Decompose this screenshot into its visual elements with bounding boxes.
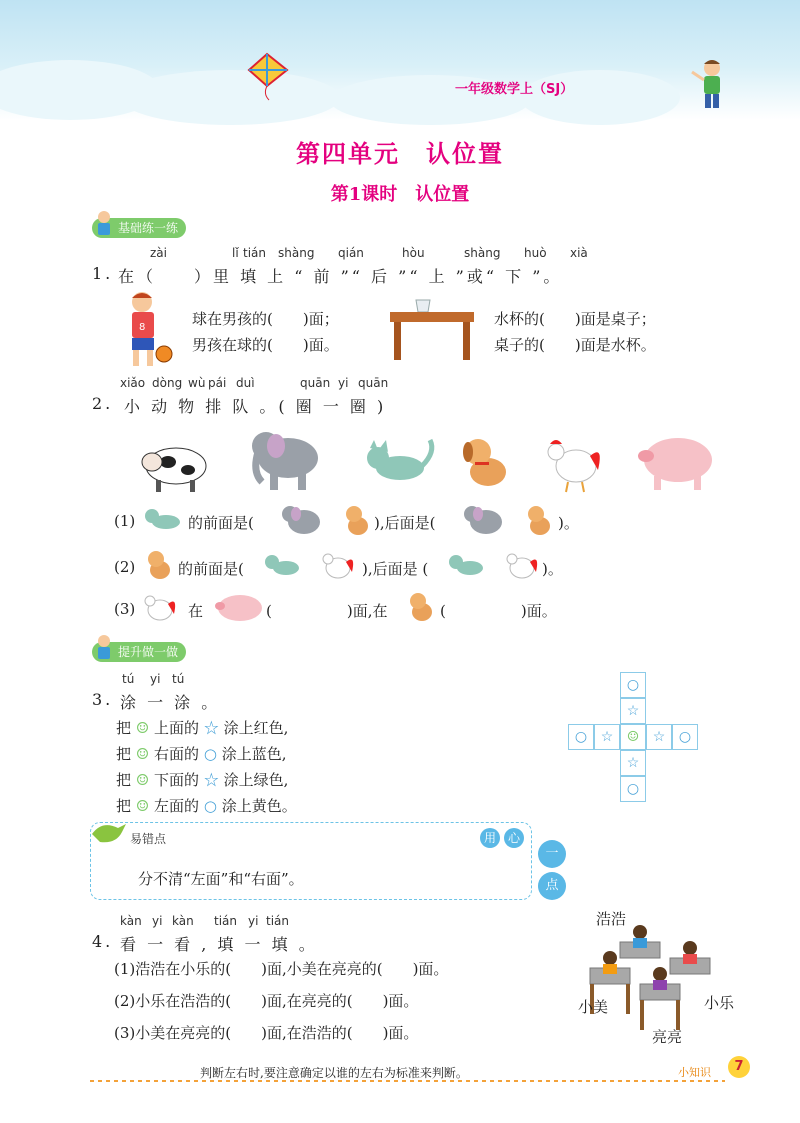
bird-icon: [88, 818, 128, 848]
question-number: 1.: [92, 264, 114, 283]
grid-cell-bottom-circle[interactable]: ○: [620, 776, 646, 802]
q2-item-text: )。: [558, 514, 579, 532]
pinyin: xiǎo: [120, 376, 146, 390]
unit-title: 第四单元 认位置: [296, 139, 504, 168]
pinyin: xià: [570, 246, 588, 260]
q1-line: 水杯的( )面是桌子；: [494, 310, 656, 328]
grid-cell-right-circle[interactable]: ○: [672, 724, 698, 750]
section-label: 提升做一做: [118, 645, 179, 659]
q2-item-label: (3): [114, 600, 136, 618]
tip-badge: 用: [480, 828, 500, 848]
circle-icon: ○: [203, 745, 217, 763]
book-title: 一年级数学上（SJ）: [455, 82, 574, 97]
pinyin: yi: [152, 914, 163, 928]
grid-cell-bottom-star[interactable]: ☆: [620, 750, 646, 776]
pinyin: tián: [266, 914, 289, 928]
name-label: 小乐: [704, 994, 735, 1012]
question-number: 4.: [92, 932, 114, 951]
table-with-cup-image: [388, 296, 476, 362]
section-badge-basic: [92, 218, 186, 238]
pig-icon: [638, 438, 712, 490]
pinyin: huò: [524, 246, 547, 260]
pinyin: shàng: [464, 246, 501, 260]
section-label: 基础练一练: [118, 221, 179, 235]
question-text: 小 动 物 排 队 。( 圈 一 圈 ): [124, 397, 387, 416]
smiley-icon: ☺: [135, 797, 150, 815]
cat-icon: [142, 504, 184, 534]
circle-icon: ○: [203, 797, 217, 815]
dog-icon: [463, 439, 506, 486]
pinyin: kàn: [120, 914, 142, 928]
pinyin: duì: [236, 376, 255, 390]
q3-line: [116, 769, 288, 790]
q3-line: [116, 717, 288, 738]
q2-item-label: (2): [114, 558, 136, 576]
question-text: 在（ ）里 填 上 “ 前 ”“ 后 ”“ 上 ”或“ 下 ”。: [118, 267, 563, 286]
q2-item-text: ),后面是(: [374, 514, 436, 532]
pinyin: tú: [122, 672, 135, 686]
cow-icon: [142, 448, 206, 492]
elephant-icon: [252, 432, 318, 490]
question-text: 涂 一 涂 。: [120, 693, 221, 712]
q2-item-text: 的前面是(: [188, 514, 254, 532]
svg-text:8: 8: [139, 322, 146, 333]
dog-icon[interactable]: [340, 502, 374, 538]
dog-icon[interactable]: [522, 502, 556, 538]
child-icon: [94, 634, 114, 660]
grid-cell-left-star[interactable]: ☆: [594, 724, 620, 750]
cloud-decoration: [120, 70, 340, 125]
smiley-icon: ☺: [135, 745, 150, 763]
footer-tag: 小知识: [678, 1066, 711, 1079]
lesson-title: 第1课时 认位置: [330, 184, 470, 205]
pig-icon: [210, 588, 266, 626]
pinyin: zài: [150, 246, 167, 260]
q1-line: 桌子的( )面是水杯。: [494, 336, 656, 354]
q3-pre: 把: [116, 771, 132, 789]
pinyin: quān: [358, 376, 389, 390]
q3-pre: 把: [116, 797, 132, 815]
tip-badge: 一: [538, 840, 566, 868]
q1-line: 男孩在球的( )面。: [192, 336, 339, 354]
rooster-icon: [140, 590, 182, 624]
grid-cell-top-circle[interactable]: ○: [620, 672, 646, 698]
pinyin: wù: [188, 376, 206, 390]
elephant-icon[interactable]: [276, 500, 324, 540]
pinyin: kàn: [172, 914, 194, 928]
pinyin: hòu: [402, 246, 425, 260]
pinyin: tú: [172, 672, 185, 686]
q3-post: 涂上红色,: [223, 719, 289, 737]
pinyin: yi: [338, 376, 349, 390]
tip-badge: 心: [504, 828, 524, 848]
pinyin: lǐ: [232, 246, 239, 260]
smiley-icon: ☺: [135, 719, 150, 737]
rooster-icon: [548, 440, 600, 492]
grid-cell-right-star[interactable]: ☆: [646, 724, 672, 750]
q2-item-label: (1): [114, 512, 136, 530]
tip-badge: 点: [538, 872, 566, 900]
grid-cell-left-circle[interactable]: ○: [568, 724, 594, 750]
pinyin: tián: [243, 246, 266, 260]
boy-flying-kite-icon: [690, 58, 735, 113]
q3-post: 涂上绿色,: [223, 771, 289, 789]
pinyin: yi: [248, 914, 259, 928]
pinyin: qián: [338, 246, 364, 260]
q2-item-text: )。: [542, 560, 563, 578]
q2-item-text: 的前面是(: [178, 560, 244, 578]
q3-line: [116, 795, 297, 816]
tip-tag: 易错点: [130, 832, 167, 846]
question-number: 3.: [92, 690, 114, 709]
q3-mid: 上面的: [154, 719, 200, 737]
question-text: 看 一 看 , 填 一 填 。: [120, 935, 318, 954]
cat-icon: [367, 440, 432, 480]
cat-icon[interactable]: [446, 552, 486, 580]
cross-grid: [566, 668, 702, 808]
q1-line: 球在男孩的( )面；: [192, 310, 339, 328]
name-label: 小美: [578, 998, 609, 1016]
smiley-icon: ☺: [135, 771, 150, 789]
section-badge-advanced: [92, 642, 186, 662]
pinyin: shàng: [278, 246, 315, 260]
child-icon: [94, 210, 114, 236]
q4-line: (3)小美在亮亮的( )面,在浩浩的( )面。: [114, 1024, 419, 1042]
grid-cell-center-smiley: ☺: [620, 724, 646, 750]
name-label: 亮亮: [652, 1028, 683, 1046]
q2-item-text: ( )面,在: [266, 602, 388, 620]
q3-pre: 把: [116, 745, 132, 763]
elephant-icon[interactable]: [458, 500, 506, 540]
q3-post: 涂上蓝色,: [221, 745, 287, 763]
cat-icon[interactable]: [262, 552, 302, 580]
dog-icon: [144, 548, 174, 582]
star-icon: ☆: [203, 719, 219, 737]
boy-basketball-image: [112, 288, 180, 374]
star-icon: ☆: [203, 771, 219, 789]
pinyin: dòng: [152, 376, 183, 390]
footer-note: 判断左右时,要注意确定以谁的左右为标准来判断。: [200, 1066, 468, 1080]
q3-pre: 把: [116, 719, 132, 737]
q2-item-text: ),后面是 (: [362, 560, 429, 578]
q3-mid: 左面的: [154, 797, 200, 815]
page-number: 7: [728, 1056, 750, 1078]
q3-mid: 右面的: [154, 745, 200, 763]
name-label: 浩浩: [596, 910, 627, 928]
pinyin: pái: [208, 376, 227, 390]
tip-text: 分不清“左面”和“右面”。: [138, 870, 304, 888]
q3-mid: 下面的: [154, 771, 200, 789]
q3-line: [116, 743, 286, 764]
dog-icon: [406, 590, 438, 624]
q2-item-text: 在: [188, 602, 204, 620]
q4-line: (2)小乐在浩浩的( )面,在亮亮的( )面。: [114, 992, 419, 1010]
question-number: 2.: [92, 394, 114, 413]
kite-icon: [245, 52, 290, 102]
pinyin: quān: [300, 376, 331, 390]
pinyin: yi: [150, 672, 161, 686]
pinyin: tián: [214, 914, 237, 928]
rooster-icon[interactable]: [502, 548, 542, 582]
animal-row-image: [138, 420, 718, 496]
grid-cell-top-star[interactable]: ☆: [620, 698, 646, 724]
rooster-icon[interactable]: [318, 548, 358, 582]
q2-item-text: ( )面。: [440, 602, 557, 620]
q3-post: 涂上黄色。: [221, 797, 297, 815]
q4-line: (1)浩浩在小乐的( )面,小美在亮亮的( )面。: [114, 960, 449, 978]
classroom-scene-image: [580, 922, 730, 1042]
